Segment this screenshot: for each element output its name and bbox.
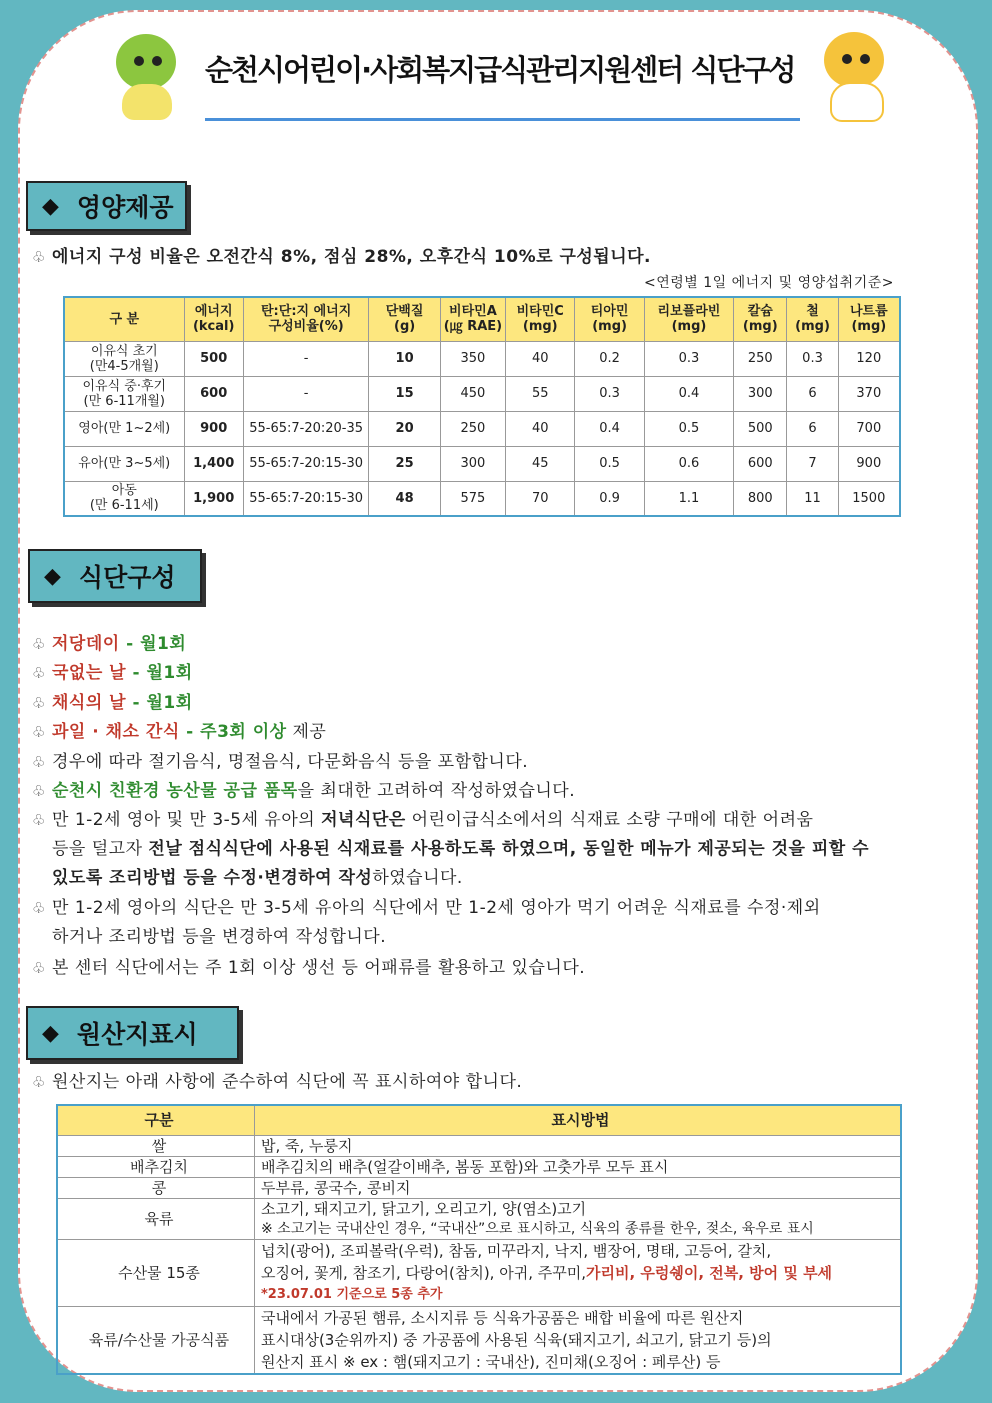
table-cell: 10: [369, 341, 440, 376]
table-cell: 900: [838, 446, 900, 481]
table-cell: 300: [734, 376, 787, 411]
table-cell: 40: [506, 411, 575, 446]
clover-bullet-icon: ♧: [32, 248, 46, 266]
table-cell: 20: [369, 411, 440, 446]
table-cell: 0.4: [644, 376, 733, 411]
row-label: 이유식 초기 (만4-5개월): [64, 341, 184, 376]
table-cell: 55-65:7-20:15-30: [243, 481, 369, 516]
column-header: 단백질 (g): [369, 297, 440, 341]
table-cell: 48: [369, 481, 440, 516]
table-cell: 0.4: [575, 411, 644, 446]
table-row: 배추김치 배추김치의 배추(얼갈이배추, 봄동 포함)와 고춧가루 모두 표시: [57, 1156, 901, 1177]
table-cell: -: [243, 376, 369, 411]
mascot-right-image: [808, 22, 900, 122]
table-cell: 0.5: [644, 411, 733, 446]
list-item-cont: 등을 덜고자 전날 점식식단에 사용된 식재료를 사용하도록 하였으며, 동일한 메뉴가 제공되는 것을 피할 수: [52, 839, 870, 859]
table-cell: 0.3: [787, 341, 838, 376]
column-header: 비타민A (㎍ RAE): [440, 297, 505, 341]
table-row: [64, 341, 900, 376]
table-cell: 0.3: [644, 341, 733, 376]
row-label: 유아(만 3~5세): [64, 446, 184, 481]
title-underline: [205, 118, 800, 121]
table-header-row: [57, 1105, 901, 1135]
table-header-row: [64, 297, 900, 341]
table-cell: 120: [838, 341, 900, 376]
list-item: ♧ 저당데이 - 월1회: [32, 634, 187, 654]
clover-bullet-icon: ♧: [32, 635, 46, 653]
list-item: ♧ 본 센터 식단에서는 주 1회 이상 생선 등 어패류를 활용하고 있습니다.: [32, 958, 586, 978]
table-cell: 0.2: [575, 341, 644, 376]
section-heading-menu: ◆ 식단구성: [28, 549, 202, 603]
column-header: 나트륨 (mg): [838, 297, 900, 341]
column-header: 비타민C (mg): [506, 297, 575, 341]
table-cell: 1.1: [644, 481, 733, 516]
column-header: 칼슘 (mg): [734, 297, 787, 341]
nutrition-table: [63, 296, 901, 517]
table-cell: 6: [787, 376, 838, 411]
table-cell: 450: [440, 376, 505, 411]
row-label: 이유식 중·후기 (만 6-11개월): [64, 376, 184, 411]
table-row: 쌀 밥, 죽, 누룽지: [57, 1135, 901, 1156]
table-row: [64, 481, 900, 516]
list-item: ♧ 과일 · 채소 간식 - 주3회 이상 제공: [32, 722, 327, 742]
table-cell: 600: [184, 376, 243, 411]
clover-bullet-icon: ♧: [32, 723, 46, 741]
column-header: 에너지 (kcal): [184, 297, 243, 341]
list-item: ♧ 만 1-2세 영아 및 만 3-5세 유아의 저녁식단은 어린이급식소에서의 식재료 소량 구매에 대한 어려움: [32, 810, 814, 830]
table-row: [64, 411, 900, 446]
table-cell: 45: [506, 446, 575, 481]
table-cell: 7: [787, 446, 838, 481]
table-cell: 11: [787, 481, 838, 516]
table-cell: 900: [184, 411, 243, 446]
table-cell: 250: [734, 341, 787, 376]
table-cell: 1500: [838, 481, 900, 516]
table-cell: 1,900: [184, 481, 243, 516]
clover-bullet-icon: ♧: [32, 664, 46, 682]
table-cell: 25: [369, 446, 440, 481]
column-header: 리보플라빈 (mg): [644, 297, 733, 341]
table-cell: 55-65:7-20:20-35: [243, 411, 369, 446]
clover-bullet-icon: ♧: [32, 782, 46, 800]
list-item: ♧ 순천시 친환경 농산물 공급 품목을 최대한 고려하여 작성하였습니다.: [32, 781, 576, 801]
table-cell: 575: [440, 481, 505, 516]
table-cell: 55: [506, 376, 575, 411]
table-cell: 0.6: [644, 446, 733, 481]
table-cell: 350: [440, 341, 505, 376]
table-cell: 250: [440, 411, 505, 446]
table-cell: 0.3: [575, 376, 644, 411]
origin-intro: ♧ 원산지는 아래 사항에 준수하여 식단에 꼭 표시하여야 합니다.: [32, 1072, 523, 1092]
column-header: 구 분: [64, 297, 184, 341]
table-cell: 70: [506, 481, 575, 516]
page-title: 순천시어린이·사회복지급식관리지원센터 식단구성: [205, 53, 795, 87]
nutrition-intro: ♧ 에너지 구성 비율은 오전간식 8%, 점심 28%, 오후간식 10%로 구성됩니다.: [32, 247, 652, 267]
table-cell: -: [243, 341, 369, 376]
column-header: 탄:단:지 에너지 구성비율(%): [243, 297, 369, 341]
column-header: 구분: [57, 1105, 255, 1135]
table-cell: 15: [369, 376, 440, 411]
list-item-cont: 있도록 조리방법 등을 수정·변경하여 작성하였습니다.: [52, 868, 463, 888]
table-cell: 500: [734, 411, 787, 446]
table-cell: 700: [838, 411, 900, 446]
column-header: 표시방법: [255, 1105, 902, 1135]
list-item-cont: 하거나 조리방법 등을 변경하여 작성합니다.: [52, 927, 387, 947]
list-item: ♧ 채식의 날 - 월1회: [32, 693, 193, 713]
diamond-icon: ◆: [42, 1020, 59, 1046]
section-heading-origin: ◆ 원산지표시: [26, 1006, 239, 1060]
clover-bullet-icon: ♧: [32, 899, 46, 917]
table-row: 콩 두부류, 콩국수, 콩비지: [57, 1177, 901, 1198]
table-cell: 500: [184, 341, 243, 376]
table-cell: 40: [506, 341, 575, 376]
table-cell: 370: [838, 376, 900, 411]
table-row: 육류 소고기, 돼지고기, 닭고기, 오리고기, 양(염소)고기 ※ 소고기는 국내산인 경우, “국내산”으로 표시하고, 식육의 종류를 한우, 젖소, 육우로 표시: [57, 1198, 901, 1239]
table-cell: 6: [787, 411, 838, 446]
row-label: 영아(만 1~2세): [64, 411, 184, 446]
table-cell: 800: [734, 481, 787, 516]
table-cell: 600: [734, 446, 787, 481]
mascot-left-image: [100, 24, 192, 124]
column-header: 티아민 (mg): [575, 297, 644, 341]
table-cell: 55-65:7-20:15-30: [243, 446, 369, 481]
table-row: [64, 446, 900, 481]
table-cell: 0.5: [575, 446, 644, 481]
origin-table: [56, 1104, 902, 1375]
list-item: ♧ 경우에 따라 절기음식, 명절음식, 다문화음식 등을 포함합니다.: [32, 752, 529, 772]
list-item: ♧ 국없는 날 - 월1회: [32, 663, 193, 683]
list-item: ♧ 만 1-2세 영아의 식단은 만 3-5세 유아의 식단에서 만 1-2세 영아가 먹기 어려운 식재료를 수정·제외: [32, 898, 821, 918]
table-row: 육류/수산물 가공식품 국내에서 가공된 햄류, 소시지류 등 식육가공품은 배합 비율에 따른 원산지 표시대상(3순위까지) 중 가공품에 사용된 식육(돼지고기, 쇠고기, 닭고기 등)의 원산지 표시 ※ ex : 햄(돼지고기 : 국내산), 진미채(오징어 : 페루산) 등: [57, 1306, 901, 1374]
clover-bullet-icon: ♧: [32, 753, 46, 771]
diamond-icon: ◆: [44, 563, 61, 589]
clover-bullet-icon: ♧: [32, 811, 46, 829]
clover-bullet-icon: ♧: [32, 959, 46, 977]
clover-bullet-icon: ♧: [32, 1073, 46, 1091]
table-cell: 0.9: [575, 481, 644, 516]
table-row: 수산물 15종 넙치(광어), 조피볼락(우럭), 참돔, 미꾸라지, 낙지, 뱀장어, 명태, 고등어, 갈치, 오징어, 꽃게, 참조기, 다랑어(참치), 아귀, 주꾸미,가리비, 우렁쉥이, 전복, 방어 및 부세 *23.07.01 기준으로 5종 추가: [57, 1239, 901, 1306]
nutrition-caption: <연령별 1일 에너지 및 영양섭취기준>: [643, 275, 894, 291]
table-cell: 1,400: [184, 446, 243, 481]
clover-bullet-icon: ♧: [32, 694, 46, 712]
section-heading-nutrition: ◆ 영양제공: [26, 181, 187, 231]
column-header: 철 (mg): [787, 297, 838, 341]
table-cell: 300: [440, 446, 505, 481]
table-row: [64, 376, 900, 411]
row-label: 아동 (만 6-11세): [64, 481, 184, 516]
diamond-icon: ◆: [42, 193, 59, 219]
